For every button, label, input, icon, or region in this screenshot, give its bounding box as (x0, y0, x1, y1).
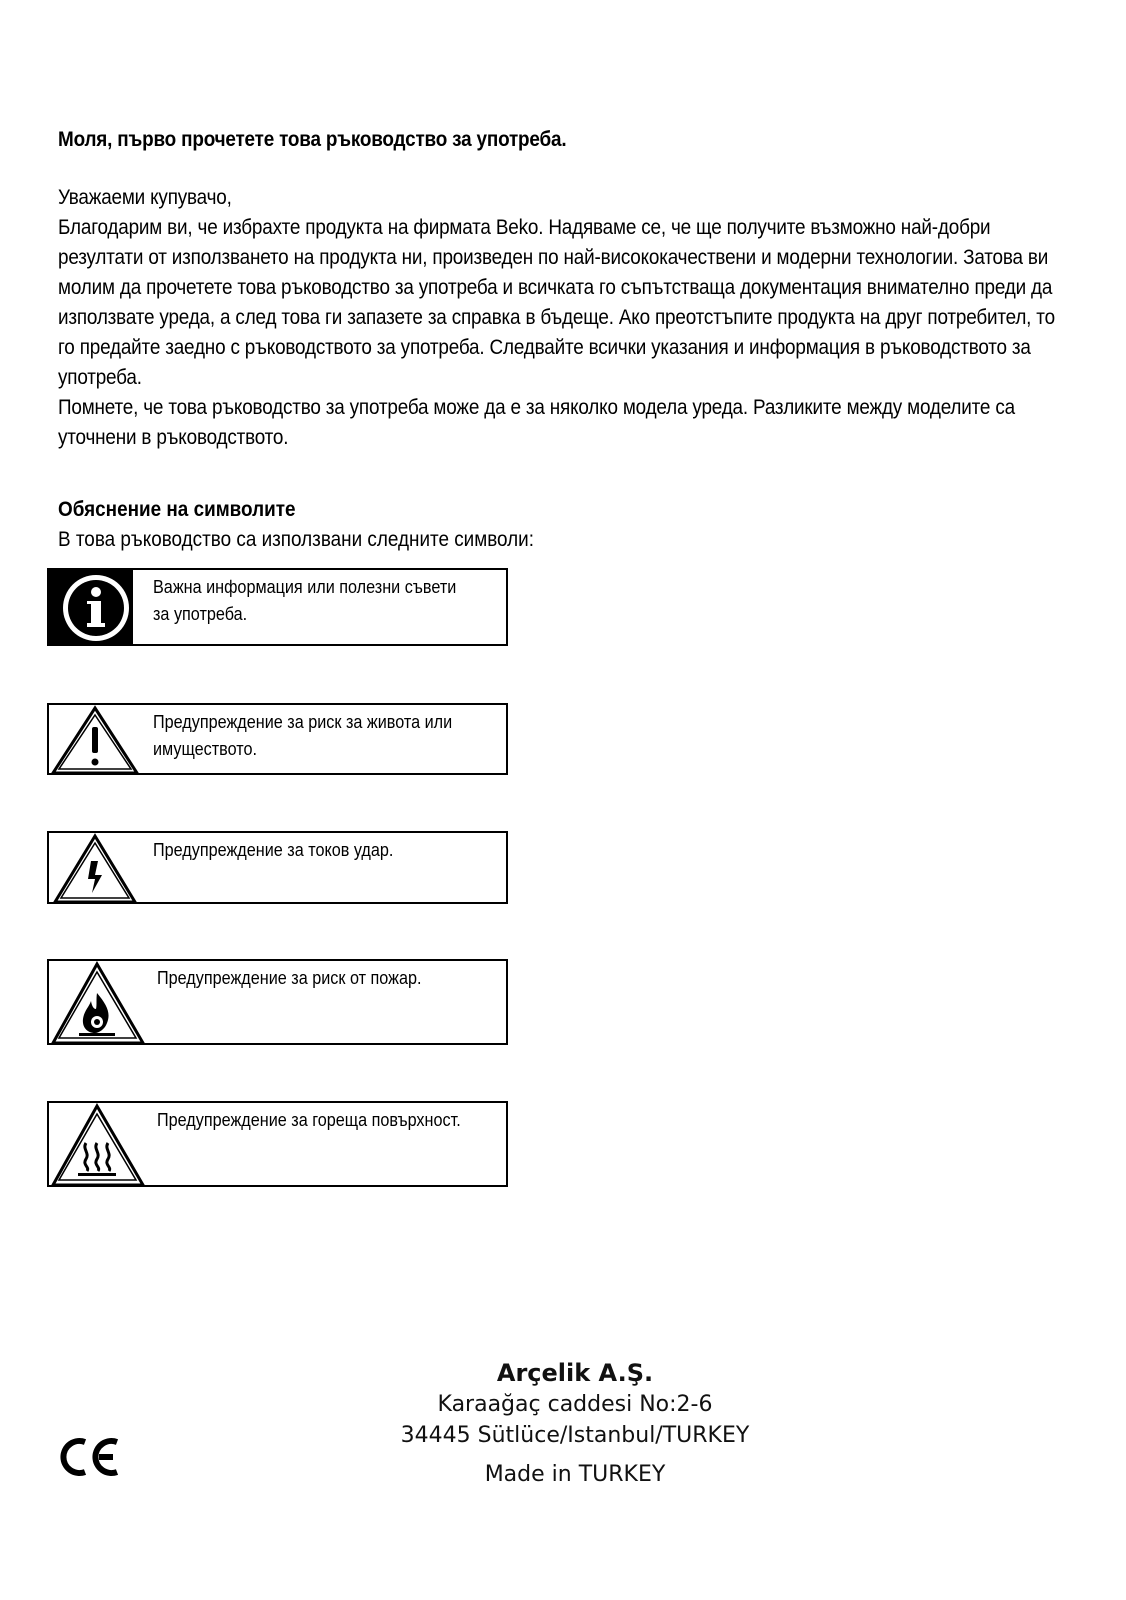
address-line-1: Karaağaç caddesi No:2-6 (437, 1392, 713, 1417)
symbol-box-fire (47, 959, 508, 1045)
symbol-text-electric: Предупреждение за токов удар. (153, 840, 394, 860)
made-in: Made in TURKEY (484, 1462, 666, 1487)
paragraph-thanks: Благодарим ви, че избрахте продукта на фирмата Beko. Надяваме се, че ще получите възможно най-добри резултати от използването на продукта ни, произведен по най-висококачествени и модерни технологии. Затова ви молим да прочетете това ръководство за употреба и всичката го съпътстваща документация внимателно преди да използвате уреда, а след това ги запазете за справка в бъдеще. Ако преотстъпите продукта на друг потребител, то го предайте заедно с ръководството за употреба. Следвайте всички указания и информация в ръководството за употреба. (58, 216, 1055, 389)
manufacturer-address (300, 1357, 850, 1490)
company-name: Arçelik A.Ş. (496, 1359, 654, 1387)
info-icon (49, 570, 135, 646)
symbols-intro: В това ръководство са използвани следните символи: (58, 528, 534, 551)
ce-mark-icon (57, 1437, 123, 1477)
symbol-text-warning: Предупреждение за риск за живота или имуществото. (153, 712, 453, 759)
symbol-text-fire: Предупреждение за риск от пожар. (157, 968, 422, 988)
electric-shock-icon (49, 833, 145, 904)
fire-icon (49, 961, 149, 1045)
symbol-text-hot-surface: Предупреждение за гореща повърхност. (157, 1110, 461, 1130)
symbol-box-warning (47, 703, 508, 775)
symbol-box-hot-surface (47, 1101, 508, 1187)
symbol-text-info: Важна информация или полезни съвети за употреба. (153, 577, 457, 624)
symbol-box-electric (47, 831, 508, 904)
page-heading: Моля, първо прочетете това ръководство за употреба. (58, 128, 567, 151)
intro-text (58, 183, 1066, 453)
symbols-title: Обяснение на символите (58, 498, 296, 521)
paragraph-models: Помнете, че това ръководство за употреба може да е за няколко модела уреда. Разликите между моделите са уточнени в ръководството. (58, 396, 1015, 449)
warning-icon (49, 705, 145, 775)
address-line-2: 34445 Sütlüce/Istanbul/TURKEY (400, 1423, 750, 1448)
symbol-box-info (47, 568, 508, 646)
salutation: Уважаеми купувачо, (58, 186, 232, 209)
hot-surface-icon (49, 1103, 149, 1187)
